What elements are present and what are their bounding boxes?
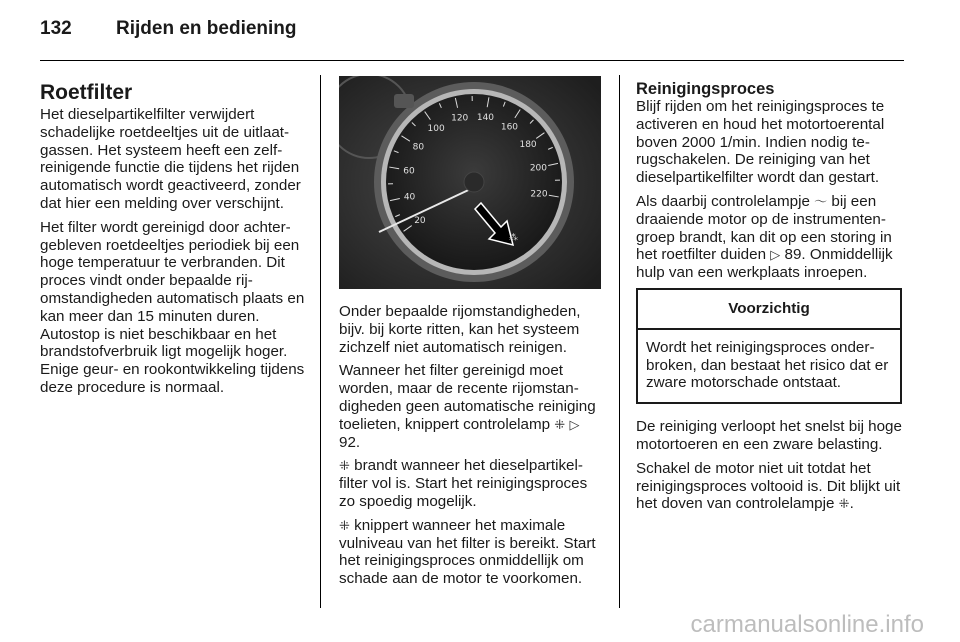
gauge-tick-label: 140 (476, 113, 495, 124)
gauge-tick-label: 100 (427, 123, 445, 134)
gauge-tick-label: 160 (500, 122, 519, 133)
paragraph-end: . (849, 495, 854, 513)
page-title: Rijden en bediening (116, 18, 297, 39)
section-heading-roetfilter: Roetfilter (40, 81, 133, 104)
gauge-tick-label: 60 (403, 166, 415, 177)
paragraph (636, 193, 902, 282)
page-reference: 89. Onmiddellijk hulp van een werkplaats inroepen. (636, 246, 893, 282)
gauge-tick-label: 200 (529, 163, 548, 174)
dpf-filter-icon: ⁜ (339, 458, 350, 474)
page-number: 132 (40, 18, 72, 39)
middle-column (339, 303, 604, 594)
paragraph (339, 457, 604, 510)
instrument-cluster-photo (339, 76, 601, 289)
page-reference: 92. (339, 433, 361, 451)
paragraph-text: Wanneer het filter gereinigd moet worden, maar de recente rijomstandigheden geen automatische reiniging toelieten, knippert controlelamp (339, 362, 596, 433)
paragraph (636, 460, 902, 513)
svg-text:⁂: ⁂ (509, 233, 518, 243)
column-divider-right (619, 75, 620, 608)
gauge-tick-label: 120 (451, 113, 469, 124)
column-divider-left (320, 75, 321, 608)
paragraph (339, 362, 604, 451)
section-heading-reinigingsproces: Reinigingsproces (636, 80, 775, 98)
left-column (40, 80, 308, 403)
paragraph: Onder bepaalde rijomstandigheden, bijv. bij korte ritten, kan het systeem zichzelf niet automatisch reinigen. (339, 303, 581, 356)
caution-text: Wordt het reinigingsproces onderbroken, dan bestaat het risico dat er zware motorschade ontstaat. (646, 338, 889, 392)
gauge-tick-label: 40 (403, 192, 416, 203)
caution-box (636, 288, 902, 404)
right-column (636, 80, 902, 519)
paragraph-text: bij een draaiende motor op de instrumentengroep brandt, kan dit op een storing in het roetfilter duiden (636, 192, 892, 264)
paragraph: Het dieselpartikelfilter verwijdert schadelijke roetdeeltjes uit de uitlaatgassen. Het systeem heeft een zelfreinigende functie die tijdens het rijden automatisch wordt geactiveerd, zonder dat hier een melding over verschijnt. (40, 106, 301, 212)
gauge-tick-label: 80 (412, 142, 425, 153)
dpf-filter-icon: ⁜ (554, 416, 566, 432)
preheat-coil-icon: 〜 (814, 193, 828, 209)
paragraph-text: brandt wanneer het dieselpartikelfilter vol is. Start het reinigingsproces zo spoedig mogelijk. (339, 457, 588, 510)
page-reference-arrow-icon: ▷ (770, 247, 781, 263)
dpf-filter-icon: ⁜ (838, 496, 850, 512)
paragraph-text: Als daarbij controlelampje (636, 192, 810, 210)
paragraph: Het filter wordt gereinigd door achtergebleven roetdeeltjes periodiek bij een hoge temperatuur te verbranden. Dit proces vindt onder bepaalde rijomstandigheden automatisch plaats en kan meer dan 15 minuten duren. Autostop is niet beschikbaar en het brandstofverbruik ligt mogelijk hoger. Enige geur- en rookontwikkeling tijdens deze procedure is normaal. (40, 218, 305, 396)
watermark: carmanualsonline.info (690, 611, 924, 638)
paragraph (339, 517, 604, 588)
page-reference-arrow-icon: ▷ (569, 416, 580, 432)
paragraph: Blijf rijden om het reinigingsproces te activeren en houd het motortoerental boven 2000 1/min. Indien nodig terugschakelen. De reiniging van het dieselpartikelfilter wordt dan gestart. (636, 98, 885, 187)
dpf-filter-icon: ⁜ (339, 517, 350, 533)
caution-title: Voorzichtig (638, 290, 900, 330)
gauge-tick-label: 220 (530, 189, 548, 200)
paragraph-text: knippert wanneer het maximale vulniveau van het filter is bereikt. Start het reinigingsproces onmiddellijk om schade aan de motor te voorkomen. (339, 516, 596, 588)
gauge-tick-label: 20 (414, 215, 426, 226)
paragraph: De reiniging verloopt het snelst bij hoge motortoeren en een zware belasting. (636, 418, 902, 453)
header-rule (40, 60, 904, 61)
paragraph-text: Schakel de motor niet uit totdat het reinigingsproces voltooid is. Dit blijkt uit het doven van controlelampje (636, 459, 901, 513)
speedometer-illustration (339, 76, 601, 289)
gauge-tick-label: 180 (519, 140, 537, 151)
